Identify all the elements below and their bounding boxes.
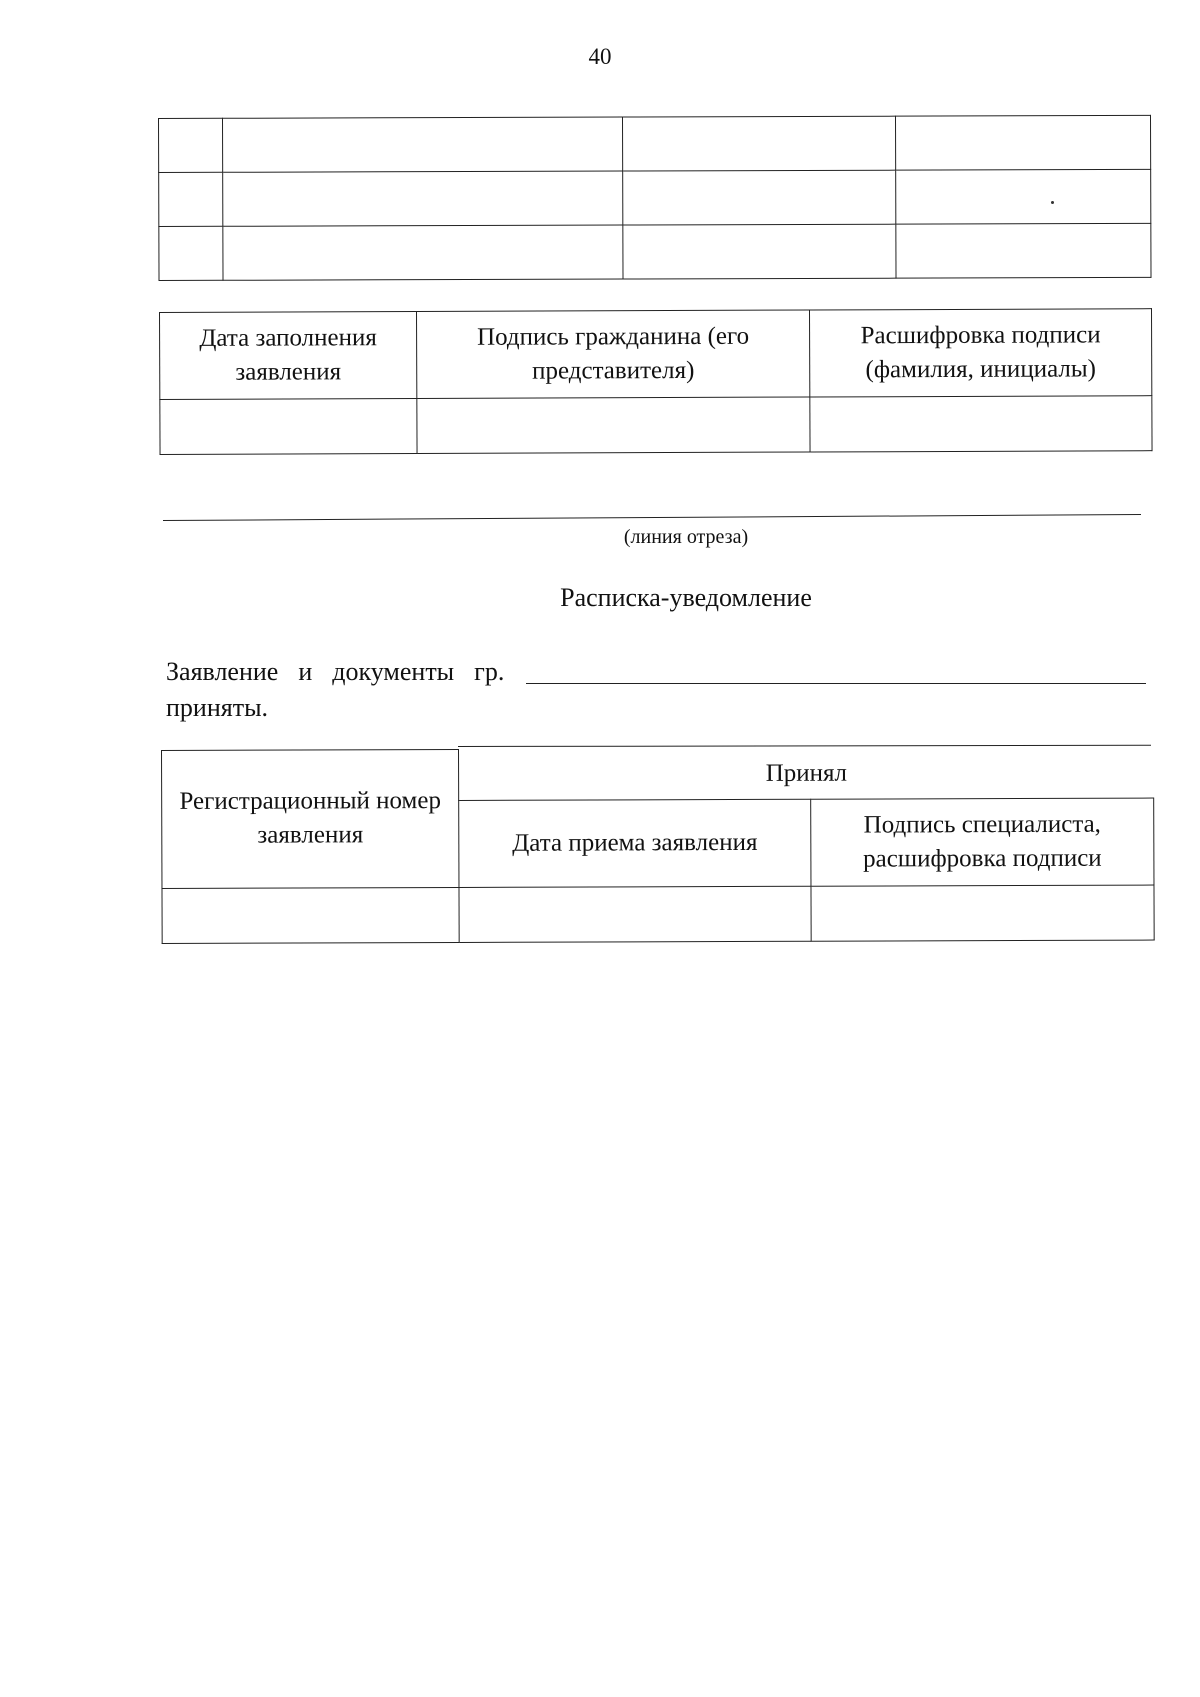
page-number: 40 xyxy=(588,44,612,69)
reg-number-header: Регистрационный номер заявления xyxy=(162,749,459,888)
table-cell xyxy=(223,171,623,226)
table-header-row xyxy=(162,747,1154,801)
receipt-title: Расписка-уведомление xyxy=(560,583,812,612)
table-cell xyxy=(896,169,1151,224)
reg-number-cell xyxy=(162,887,459,943)
fill-date-cell xyxy=(160,399,417,455)
statement-end: приняты. xyxy=(166,693,269,722)
table-cell xyxy=(159,172,223,226)
specialist-signature-header: Подпись специалиста, расшифровка подписи xyxy=(811,798,1154,886)
ink-dot xyxy=(1051,201,1054,204)
table-cell xyxy=(159,226,223,280)
table-cell xyxy=(623,170,896,225)
receipt-date-header: Дата приема заявления xyxy=(459,799,811,887)
signature-transcript-header: Расшифровка подписи (фамилия, инициалы) xyxy=(809,309,1151,397)
signature-transcript-cell xyxy=(810,396,1152,452)
statement-line xyxy=(166,654,1146,690)
table-row xyxy=(159,115,1151,172)
table-header-row xyxy=(160,309,1152,400)
accepted-header: Принял xyxy=(458,747,1153,800)
receipt-date-cell xyxy=(459,886,811,942)
table-cell xyxy=(159,118,223,172)
citizen-name-blank xyxy=(526,657,1146,684)
table-row xyxy=(162,885,1154,943)
cut-line-caption: (линия отреза) xyxy=(623,526,749,548)
specialist-signature-cell xyxy=(811,885,1154,941)
cut-line xyxy=(163,514,1141,521)
table-cell xyxy=(622,116,895,171)
signature-table xyxy=(159,308,1153,455)
receipt-statement xyxy=(166,654,1146,726)
table-cell xyxy=(223,225,623,280)
table-cell xyxy=(896,223,1151,278)
table-row xyxy=(159,223,1151,280)
statement-word: гр. xyxy=(474,657,505,686)
statement-word: Заявление xyxy=(166,657,279,686)
citizen-signature-header: Подпись гражданина (его представителя) xyxy=(417,310,810,399)
fill-date-header: Дата заполнения заявления xyxy=(160,312,417,400)
table-cell xyxy=(223,117,623,172)
table-row xyxy=(160,396,1152,455)
statement-word: и xyxy=(298,657,313,686)
table-cell xyxy=(895,115,1150,170)
citizen-signature-cell xyxy=(417,397,810,454)
statement-word: документы xyxy=(332,657,455,686)
registration-table xyxy=(161,747,1155,944)
table-row xyxy=(159,169,1151,226)
table-cell xyxy=(623,224,896,279)
continuation-table xyxy=(158,115,1152,281)
